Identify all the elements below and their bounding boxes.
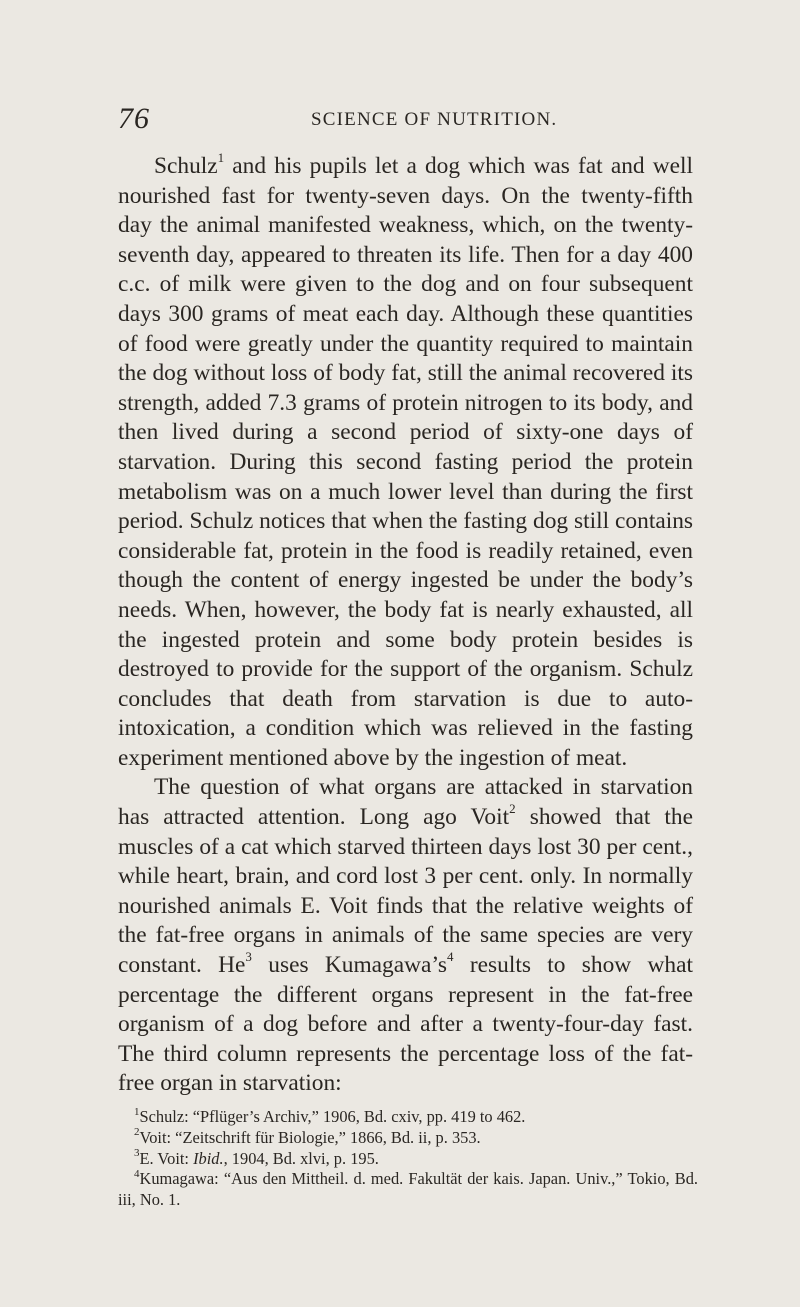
- text-run: uses Kumagawa’s: [251, 952, 448, 979]
- text-run: and his pupils let a dog which was fat and well nourished fast for twenty-seven days. On the twenty-fifth day the animal manifested weakness, which, on the twenty-seventh day, appeared to threaten its life. Then for a day 400 c.c. of milk were given to the dog and on four subsequent days 300 grams of meat each day. Although these quantities of food were greatly under the quantity required to maintain the dog without loss of body fat, still the animal recovered its strength, added 7.3 grams of protein nitrogen to its body, and then lived during a second period of sixty-one days of starvation. During this second fasting period the protein metabolism was on a much lower level than during the first period. Schulz notices that when the fasting dog still contains considerable fat, protein in the food is readily retained, even though the content of energy ingested be under the body’s needs. When, however, the body fat is nearly exhausted, all the ingested protein and some body protein besides is destroyed to provide for the support of the organism. Schulz concludes that death from starvation is due to auto-intoxication, a condition which was relieved in the fasting experiment mentioned above by the ingestion of meat.: [118, 153, 693, 771]
- footnote: [118, 1169, 698, 1211]
- footnote-number: 2: [134, 1126, 140, 1139]
- footnote-ref: 3: [245, 949, 252, 965]
- footnote-italic: Ibid.: [193, 1148, 224, 1168]
- footnote-number: 4: [134, 1167, 140, 1180]
- running-title: SCIENCE OF NUTRITION.: [311, 109, 558, 130]
- footnote-text: Kumagawa: “Aus den Mittheil. d. med. Fakultät der kais. Japan. Univ.,” Tokio, Bd. iii, No. 1.: [118, 1169, 698, 1210]
- main-text: [118, 152, 693, 1099]
- footnote-ref: 2: [509, 801, 516, 817]
- text-run: Schulz: [154, 153, 218, 179]
- footnote-ref: 4: [447, 949, 454, 965]
- footnote-text: , 1904, Bd. xlvi, p. 195.: [223, 1148, 379, 1168]
- footnote-text: E. Voit:: [139, 1148, 194, 1168]
- footnote: [118, 1107, 698, 1128]
- footnotes: [118, 1107, 698, 1211]
- text-run: showed that the muscles of a cat which starved thirteen days lost 30 per cent., while heart, brain, and cord lost 3 per cent. only. In normally nourished animals E. Voit finds that the relative weights of the fat-free organs in animals of the same species are very constant. He: [118, 804, 694, 979]
- footnote-number: 1: [134, 1105, 140, 1118]
- text-run: results to show what percentage the different organs represent in the fat-free organism of a dog before and after a twenty-four-day fast. The third column represents the percentage loss of the fat-free organ in starvation:: [118, 952, 694, 1097]
- footnote-number: 3: [134, 1147, 140, 1160]
- text-run: The question of what organs are attacked in starvation has attracted attention. Long ago Voit: [118, 774, 693, 831]
- page-number: 76: [118, 102, 150, 135]
- footnote-ref: 1: [217, 150, 225, 166]
- footnote-text: Voit: “Zeitschrift für Biologie,” 1866, Bd. ii, p. 353.: [139, 1127, 481, 1147]
- paragraph-schulz: [118, 152, 693, 773]
- page-header: [118, 102, 678, 142]
- paragraph-organs: [118, 773, 693, 1099]
- footnote: [118, 1149, 698, 1170]
- footnote-text: Schulz: “Pflüger’s Archiv,” 1906, Bd. cxiv, pp. 419 to 462.: [139, 1107, 526, 1126]
- footnote: [118, 1128, 698, 1149]
